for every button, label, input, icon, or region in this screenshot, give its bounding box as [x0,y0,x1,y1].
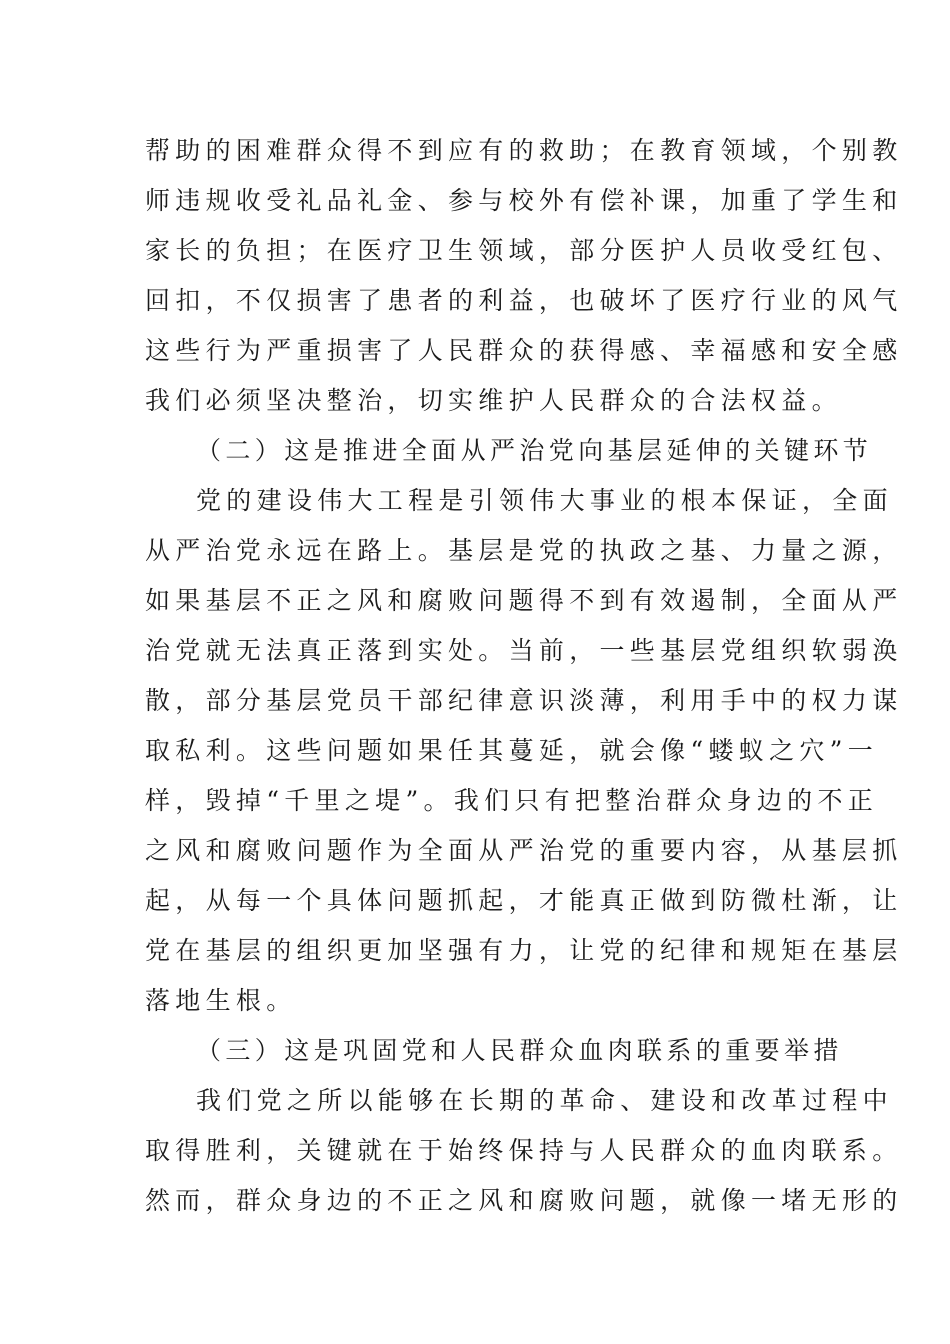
body-line: 起，从每一个具体问题抓起，才能真正做到防微杜渐，让 [145,886,903,915]
section-heading-2: （二）这是推进全面从严治党向基层延伸的关键环节 [196,436,873,465]
body-line: 治党就无法真正落到实处。当前，一些基层党组织软弱涣 [145,636,903,665]
body-line: 取私利。这些问题如果任其蔓延，就会像“蝼蚁之穴”一 [145,736,879,765]
paragraph-first-line: 党的建设伟大工程是引领伟大事业的根本保证，全面 [196,486,893,515]
body-line: 之风和腐败问题作为全面从严治党的重要内容，从基层抓 [145,836,903,865]
body-line: 散，部分基层党员干部纪律意识淡薄，利用手中的权力谋 [145,686,903,715]
body-line: 从严治党永远在路上。基层是党的执政之基、力量之源， [145,536,903,565]
body-line: 帮助的困难群众得不到应有的救助；在教育领域，个别教 [145,136,903,165]
body-line: 这些行为严重损害了人民群众的获得感、幸福感和安全感 [145,336,903,365]
body-line: 我们必须坚决整治，切实维护人民群众的合法权益。 [145,386,842,415]
body-line: 家长的负担；在医疗卫生领域，部分医护人员收受红包、 [145,236,903,265]
body-line: 师违规收受礼品礼金、参与校外有偿补课，加重了学生和 [145,186,903,215]
paragraph-first-line: 我们党之所以能够在长期的革命、建设和改革过程中 [196,1086,893,1115]
section-heading-3: （三）这是巩固党和人民群众血肉联系的重要举措 [196,1036,843,1065]
body-line: 回扣，不仅损害了患者的利益，也破坏了医疗行业的风气 [145,286,903,315]
body-line: 样，毁掉“千里之堤”。我们只有把整治群众身边的不正 [145,786,879,815]
body-line: 然而，群众身边的不正之风和腐败问题，就像一堵无形的 [145,1186,903,1215]
body-line: 取得胜利，关键就在于始终保持与人民群众的血肉联系。 [145,1136,903,1165]
body-line: 落地生根。 [145,986,297,1015]
body-line: 党在基层的组织更加坚强有力，让党的纪律和规矩在基层 [145,936,903,965]
body-line: 如果基层不正之风和腐败问题得不到有效遏制，全面从严 [145,586,903,615]
